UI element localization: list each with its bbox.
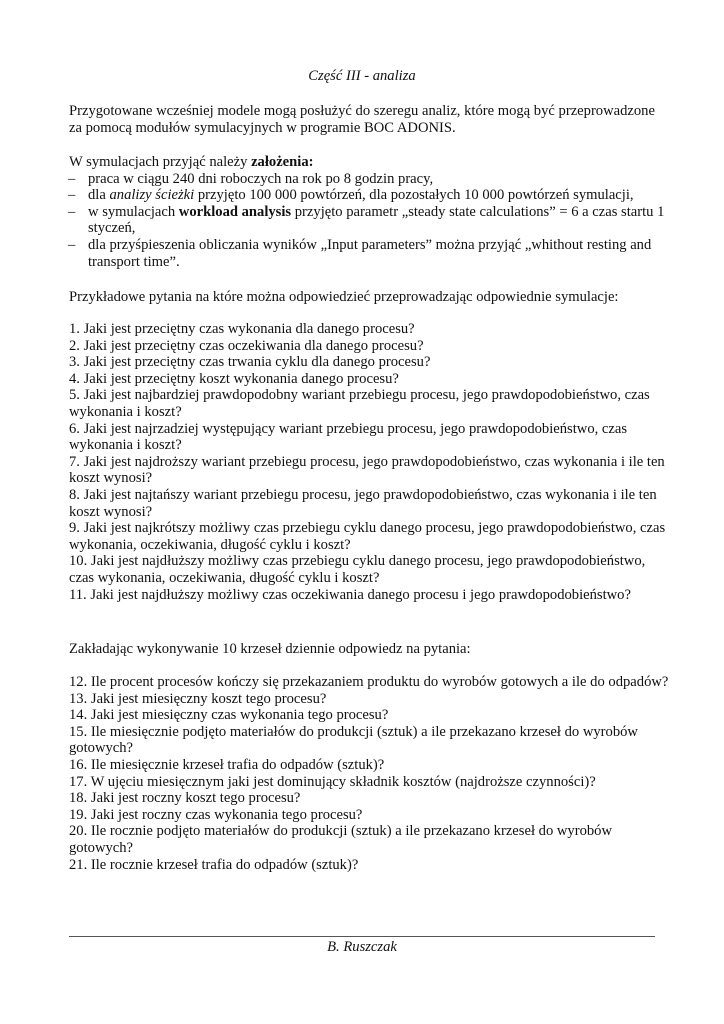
questions-list	[69, 321, 669, 603]
assumption-text: w symulacjach	[88, 203, 179, 220]
question-item: 2. Jaki jest przeciętny czas oczekiwania dla danego procesu?	[69, 337, 424, 354]
dash-bullet: –	[68, 203, 76, 220]
question-item: 16. Ile miesięcznie krzeseł trafia do odpadów (sztuk)?	[69, 756, 385, 773]
question-item: 6. Jaki jest najrzadziej występujący wariant przebiegu procesu, jego prawdopodobieństwo, czas wykonania i koszt?	[69, 420, 628, 454]
question-item: 1. Jaki jest przeciętny czas wykonania dla danego procesu?	[69, 321, 415, 337]
assumption-text: przyjęto parametr „steady state calculations” = 6 a czas startu 1 styczeń,	[88, 203, 665, 237]
assumption-item	[69, 204, 669, 237]
question-item: 15. Ile miesięcznie podjęto materiałów do produkcji (sztuk) a ile przekazano krzeseł do wyrobów gotowych?	[69, 723, 638, 757]
question-item: 17. W ujęciu miesięcznym jaki jest dominujący składnik kosztów (najdroższe czynności)?	[69, 773, 596, 790]
intro-line: za pomocą modułów symulacyjnych w programie BOC ADONIS.	[69, 119, 456, 136]
assumption-item	[69, 187, 669, 204]
page-title: Część III - analiza	[308, 68, 416, 84]
question-item: 4. Jaki jest przeciętny koszt wykonania danego procesu?	[69, 370, 399, 387]
questions-section	[69, 321, 669, 603]
chairs-intro: Zakładając wykonywanie 10 krzeseł dziennie odpowiedz na pytania:	[69, 641, 471, 657]
assumption-text: przyjęto 100 000 powtórzeń, dla pozostałych 10 000 powtórzeń symulacji,	[194, 187, 634, 204]
question-item: 10. Jaki jest najdłuższy możliwy czas przebiegu cyklu danego procesu, jego prawdopodobieństwo, czas wykonania, oczekiwania, długość cyklu i koszt?	[69, 553, 646, 586]
question-item: 9. Jaki jest najkrótszy możliwy czas przebiegu cyklu danego procesu, jego prawdopodobieństwo, czas wykonania, oczekiwania, długość cyklu i koszt?	[69, 520, 666, 553]
assumption-text: praca w ciągu 240 dni roboczych na rok po 8 godzin pracy,	[88, 170, 434, 187]
questions-intro: Przykładowe pytania na które można odpowiedzieć przeprowadzając odpowiednie symulacje:	[69, 289, 619, 305]
question-item: 11. Jaki jest najdłuższy możliwy czas oczekiwania danego procesu i jego prawdopodobieństwo?	[69, 586, 631, 603]
assumption-item	[69, 237, 669, 270]
question-item: 18. Jaki jest roczny koszt tego procesu?	[69, 790, 301, 807]
assumption-text: dla przyśpieszenia obliczania wyników „Input parameters” można przyjąć „whithout resting and transport time”.	[88, 236, 652, 270]
question-item: 5. Jaki jest najbardziej prawdopodobny wariant przebiegu procesu, jego prawdopodobieństwo, czas wykonania i koszt?	[69, 387, 650, 420]
dash-bullet: –	[68, 170, 76, 187]
assumption-item	[69, 171, 669, 188]
assumption-text: dla	[88, 187, 110, 204]
chairs-questions-section	[69, 674, 669, 873]
question-item: 8. Jaki jest najtańszy wariant przebiegu procesu, jego prawdopodobieństwo, czas wykonania i ile ten koszt wynosi?	[69, 486, 657, 520]
assumptions-section	[69, 154, 669, 270]
question-item: 14. Jaki jest miesięczny czas wykonania tego procesu?	[69, 707, 389, 724]
assumptions-lead-text: W symulacjach przyjąć należy	[69, 154, 252, 170]
intro-paragraph	[69, 103, 669, 136]
question-item: 21. Ile rocznie krzeseł trafia do odpadów (sztuk)?	[69, 856, 359, 873]
assumptions-list	[69, 171, 669, 271]
question-item: 13. Jaki jest miesięczny koszt tego procesu?	[69, 690, 327, 707]
assumption-emphasis: analizy ścieżki	[109, 187, 195, 204]
assumptions-lead-bold: założenia:	[251, 154, 314, 170]
footer-author: B. Ruszczak	[327, 939, 397, 955]
footer-divider	[69, 936, 655, 937]
assumptions-lead	[69, 154, 669, 171]
intro-line: Przygotowane wcześniej modele mogą posłużyć do szeregu analiz, które mogą być przeprowadzone	[69, 103, 655, 119]
question-item: 20. Ile rocznie podjęto materiałów do produkcji (sztuk) a ile przekazano krzeseł do wyrobów gotowych?	[69, 823, 613, 856]
question-item: 3. Jaki jest przeciętny czas trwania cyklu dla danego procesu?	[69, 354, 431, 371]
chairs-questions-list	[69, 674, 669, 873]
dash-bullet: –	[68, 236, 76, 253]
assumption-strong: workload analysis	[178, 203, 292, 220]
question-item: 12. Ile procent procesów kończy się przekazaniem produktu do wyrobów gotowych a ile do odpadów?	[69, 674, 669, 690]
dash-bullet: –	[68, 187, 76, 204]
question-item: 7. Jaki jest najdroższy wariant przebiegu procesu, jego prawdopodobieństwo, czas wykonania i ile ten koszt wynosi?	[69, 453, 665, 487]
question-item: 19. Jaki jest roczny czas wykonania tego procesu?	[69, 806, 363, 823]
